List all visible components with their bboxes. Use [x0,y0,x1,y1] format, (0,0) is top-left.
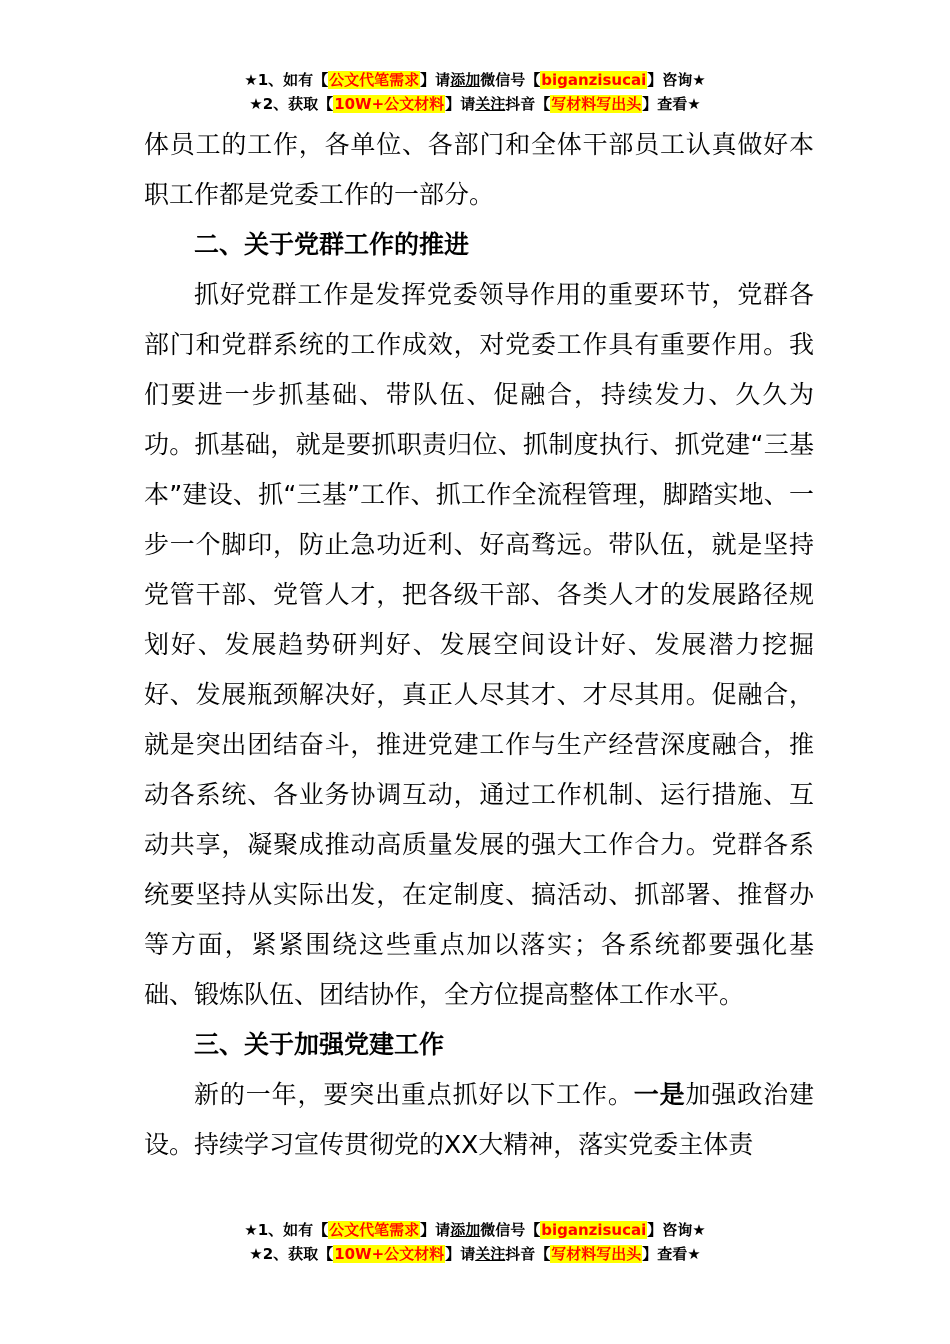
paragraph-party-building [144,1070,814,1170]
promo-text: 】咨询★ [647,71,706,89]
paragraph-text: 新的一年，要突出重点抓好以下工作。 [194,1080,634,1109]
promo-text: 】请 [445,95,476,113]
paragraph-party-mass-work: 抓好党群工作是发挥党委领导作用的重要环节，党群各部门和党群系统的工作成效，对党委工作具有重要作用。我们要进一步抓基础、带队伍、促融合，持续发力、久久为功。抓基础，就是要抓职责归位、抓制度执行、抓党建“三基本”建设、抓“三基”工作、抓工作全流程管理，脚踏实地、一步一个脚印，防止急功近利、好高骛远。带队伍，就是坚持党管干部、党管人才，把各级干部、各类人才的发展路径规划好、发展趋势研判好、发展空间设计好、发展潜力挖掘好、发展瓶颈解决好，真正人尽其才、才尽其用。促融合，就是突出团结奋斗，推进党建工作与生产经营深度融合，推动各系统、各业务协调互动，通过工作机制、运行措施、互动共享，凝聚成推动高质量发展的强大工作合力。党群各系统要坚持从实际出发，在定制度、搞活动、抓部署、推督办等方面，紧紧围绕这些重点加以落实；各系统都要强化基础、锻炼队伍、团结协作，全方位提高整体工作水平。 [144,280,814,1009]
star-icon: ★ [244,71,258,89]
top-promo-banner [0,68,950,116]
star-icon: ★ [244,1221,258,1239]
promo-text: 】咨询★ [647,1221,706,1239]
promo-text: 抖音【 [505,1245,551,1263]
promo-line-1 [0,68,950,92]
promo-highlight: 10W+公文材料 [334,1245,445,1263]
promo-underline-text: 添加 [450,1221,481,1239]
promo-highlight: 公文代笔需求 [329,1221,420,1239]
promo-text: 微信号【 [480,1221,541,1239]
emphasis-text: 一是 [633,1080,686,1109]
paragraph-continued: 体员工的工作，各单位、各部门和全体干部员工认真做好本职工作都是党委工作的一部分。 [144,130,814,209]
promo-text: 】请 [420,71,451,89]
promo-text: 1、如有【 [257,1221,329,1239]
star-icon: ★ [249,1245,263,1263]
promo-text: 2、获取【 [262,95,334,113]
document-body [144,120,814,1170]
promo-underline-text: 添加 [450,71,481,89]
promo-text: 1、如有【 [257,71,329,89]
star-icon: ★ [249,95,263,113]
promo-line-2 [0,92,950,116]
section-heading-3: 三、关于加强党建工作 [194,1030,445,1059]
promo-text: 】请 [445,1245,476,1263]
promo-text: 】查看★ [642,95,701,113]
bottom-promo-banner [0,1218,950,1266]
promo-highlight: 写材料写出头 [551,95,642,113]
promo-underline-text: 关注 [475,1245,506,1263]
section-heading-2: 二、关于党群工作的推进 [194,230,470,259]
promo-underline-text: 关注 [475,95,506,113]
promo-line-1 [0,1218,950,1242]
paragraph-text: 加强政治建设。持续学习宣传贯彻党的XX大精神，落实党委主体责 [144,1080,814,1159]
promo-highlight: 公文代笔需求 [329,71,420,89]
promo-text: 2、获取【 [262,1245,334,1263]
promo-highlight: 10W+公文材料 [334,95,445,113]
promo-line-2 [0,1242,950,1266]
promo-text: 微信号【 [480,71,541,89]
promo-text: 抖音【 [505,95,551,113]
promo-highlight: biganzisucai [541,71,647,89]
promo-text: 】请 [420,1221,451,1239]
promo-highlight: biganzisucai [541,1221,647,1239]
promo-text: 】查看★ [642,1245,701,1263]
promo-highlight: 写材料写出头 [551,1245,642,1263]
